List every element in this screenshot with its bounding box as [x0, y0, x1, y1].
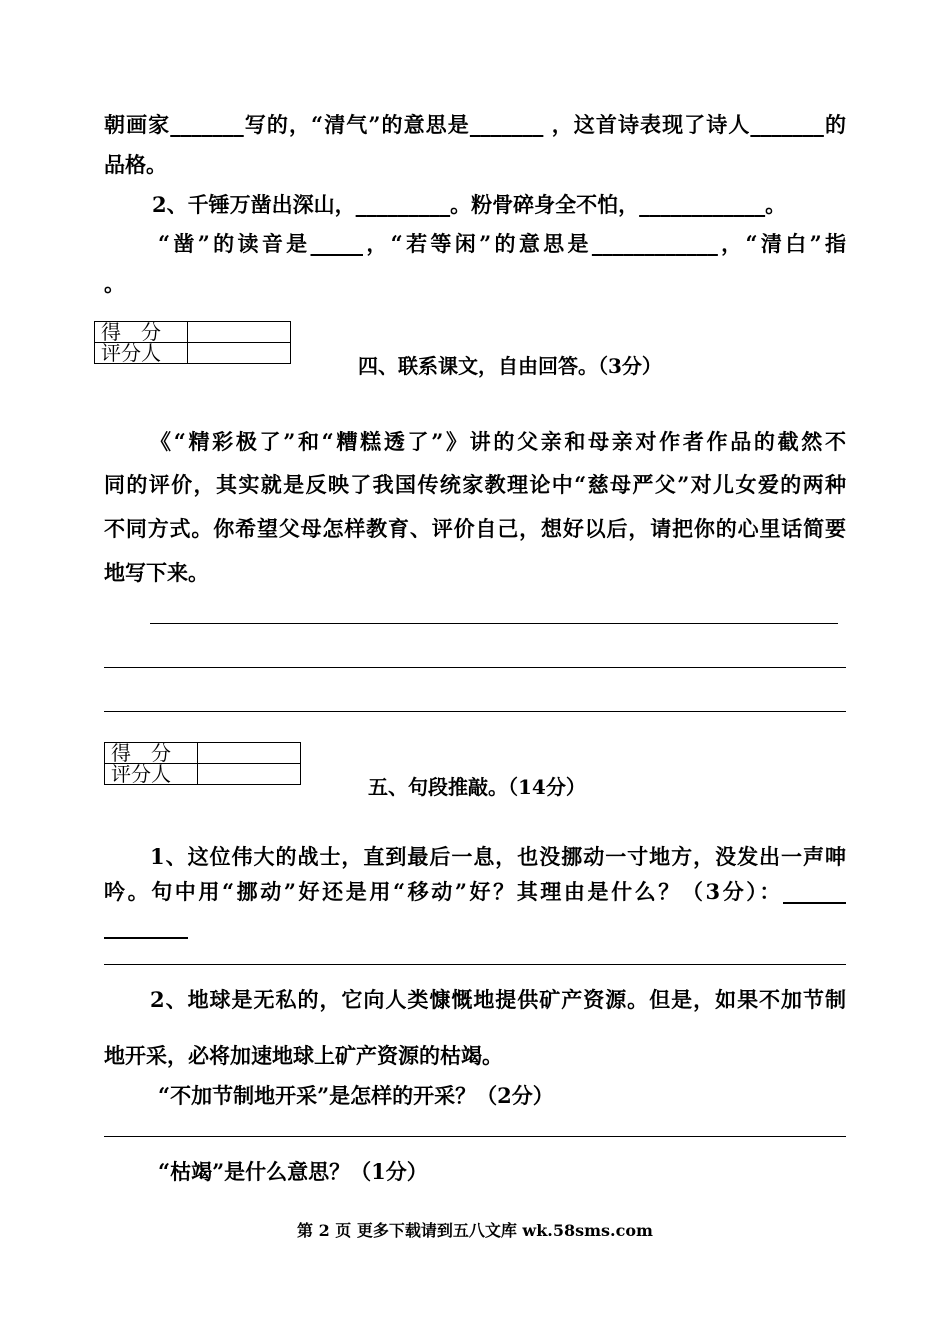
section-5-q1-line-2: 吟。句中用“挪动”好还是用“移动”好？其理由是什么？（3分）：______ [104, 879, 846, 904]
score-box-2 [104, 742, 301, 785]
answer-line[interactable] [104, 964, 846, 965]
answer-line[interactable] [104, 711, 846, 712]
section-4-para-line-1: 《“精彩极了”和“糟糕透了”》讲的父亲和母亲对作者作品的截然不 [150, 429, 846, 454]
poem-question-line-2: 品格。 [104, 152, 167, 177]
grader-blank[interactable] [198, 764, 301, 785]
poem-question-line-1: 朝画家_______写的，“清气”的意思是_______ ，这首诗表现了诗人_______的 [104, 112, 846, 137]
section-5-q2-sub-1: “不加节制地开采”是怎样的开采？（2分） [158, 1083, 554, 1108]
answer-line[interactable] [104, 1136, 846, 1137]
answer-line[interactable] [150, 623, 838, 624]
section-5-q2-sub-2: “枯竭”是什么意思？（1分） [158, 1159, 428, 1184]
section-4-para-line-3: 不同方式。你希望父母怎样教育、评价自己，想好以后，请把你的心里话简要 [104, 516, 846, 541]
section-4-para-line-2: 同的评价，其实就是反映了我国传统家教理论中“慈母严父”对儿女爱的两种 [104, 472, 846, 497]
grader-blank[interactable] [188, 343, 291, 364]
score-box-1 [94, 321, 291, 364]
answer-line[interactable] [104, 667, 846, 668]
poem-q2-line-1: 2、千锤万凿出深山，_________。粉骨碎身全不怕，____________。 [152, 192, 787, 217]
section-5-q1-line-1: 1、这位伟大的战士，直到最后一息，也没挪动一寸地方，没发出一声呻 [150, 844, 846, 869]
poem-q2-line-3: 。 [104, 271, 125, 296]
page-footer: 第 2 页 更多下载请到五八文库 wk.58sms.com [297, 1221, 653, 1240]
grader-label: 评分人 [95, 343, 188, 364]
score-blank[interactable] [188, 322, 291, 343]
score-label: 得 分 [105, 743, 198, 764]
poem-q2-line-2: “凿”的读音是_____，“若等闲”的意思是____________，“清白”指 [158, 231, 846, 256]
score-blank[interactable] [198, 743, 301, 764]
section-5-q2-line-2: 地开采，必将加速地球上矿产资源的枯竭。 [104, 1043, 503, 1068]
grader-label: 评分人 [105, 764, 198, 785]
section-5-q1-line-3: ________ [104, 914, 188, 939]
score-label: 得 分 [95, 322, 188, 343]
section-4-heading: 四、联系课文，自由回答。（3分） [358, 354, 662, 378]
section-5-q2-line-1: 2、地球是无私的，它向人类慷慨地提供矿产资源。但是，如果不加节制 [150, 987, 846, 1012]
section-4-para-line-4: 地写下来。 [104, 560, 209, 585]
section-5-heading: 五、句段推敲。（14分） [368, 775, 586, 799]
